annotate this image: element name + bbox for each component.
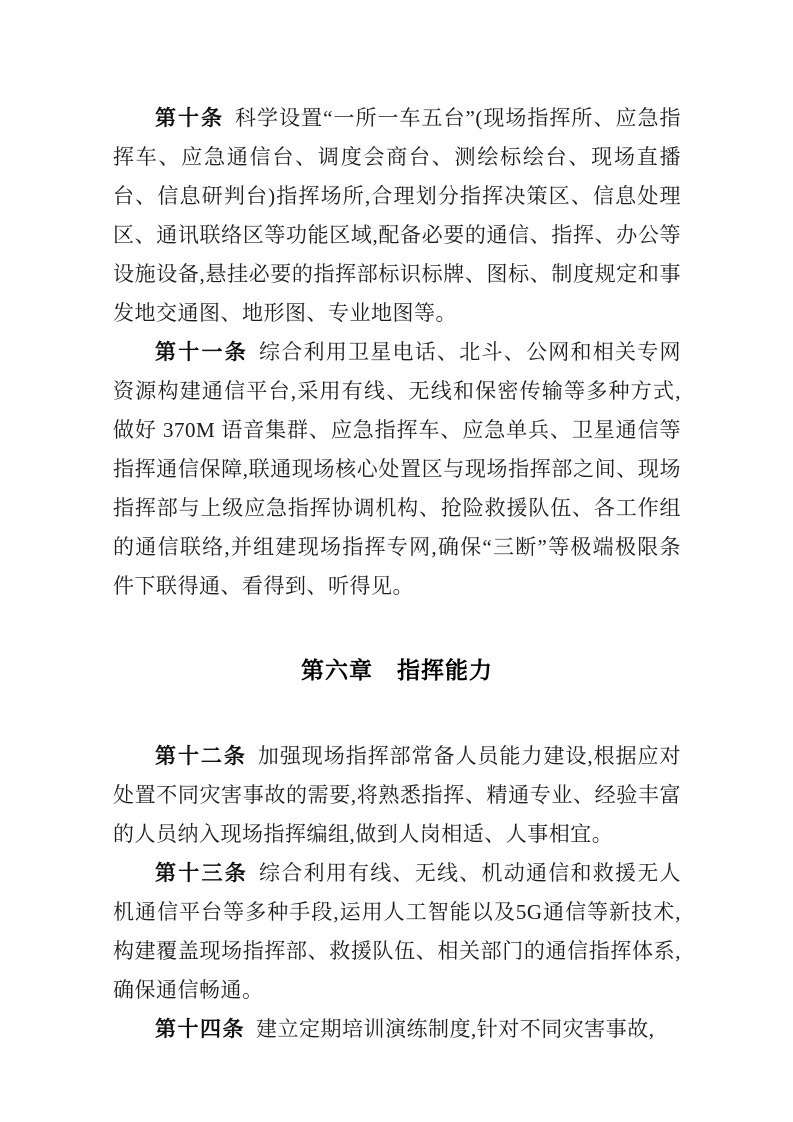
article-number-13: 第十三条: [155, 861, 248, 885]
article-text-12: 加强现场指挥部常备人员能力建设,根据应对处置不同灾害事故的需要,将熟悉指挥、精通专业、经验丰富的人员纳入现场指挥编组,做到人岗相适、人事相宜。: [113, 744, 682, 846]
article-text-13: 综合利用有线、无线、机动通信和救援无人机通信平台等多种手段,运用人工智能以及5G通信等新技术,构建覆盖现场指挥部、救援队伍、相关部门的通信指挥体系,确保通信畅通。: [113, 861, 681, 1002]
document-content: [113, 99, 681, 1049]
article-number-11: 第十一条: [155, 340, 248, 364]
chapter-heading: 第六章 指挥能力: [301, 657, 493, 683]
article-paragraph-11: [113, 333, 681, 606]
article-text-14: 建立定期培训演练制度,针对不同灾害事故,: [256, 1017, 655, 1041]
article-paragraph-14: [113, 1010, 681, 1049]
article-number-14: 第十四条: [155, 1017, 245, 1041]
article-number-10: 第十条: [155, 106, 225, 130]
article-number-12: 第十二条: [155, 744, 247, 768]
article-paragraph-13: [113, 854, 681, 1010]
article-text-11: 综合利用卫星电话、北斗、公网和相关专网资源构建通信平台,采用有线、无线和保密传输等多种方式,做好 370M 语音集群、应急指挥车、应急单兵、卫星通信等指挥通信保障,联通现场核心处置区与现场指挥部之间、现场指挥部与上级应急指挥协调机构、抢险救援队伍、各工作组的通信联络,并组建现场指挥专网,确保“三断”等极端极限条件下联得通、看得到、听得见。: [113, 340, 681, 598]
article-paragraph-12: [113, 737, 681, 854]
article-text-10: 科学设置“一所一车五台”(现场指挥所、应急指挥车、应急通信台、调度会商台、测绘标绘台、现场直播台、信息研判台)指挥场所,合理划分指挥决策区、信息处理区、通讯联络区等功能区域,配备必要的通信、指挥、办公等设施设备,悬挂必要的指挥部标识标牌、图标、制度规定和事发地交通图、地形图、专业地图等。: [113, 106, 681, 325]
article-paragraph-10: [113, 99, 681, 333]
